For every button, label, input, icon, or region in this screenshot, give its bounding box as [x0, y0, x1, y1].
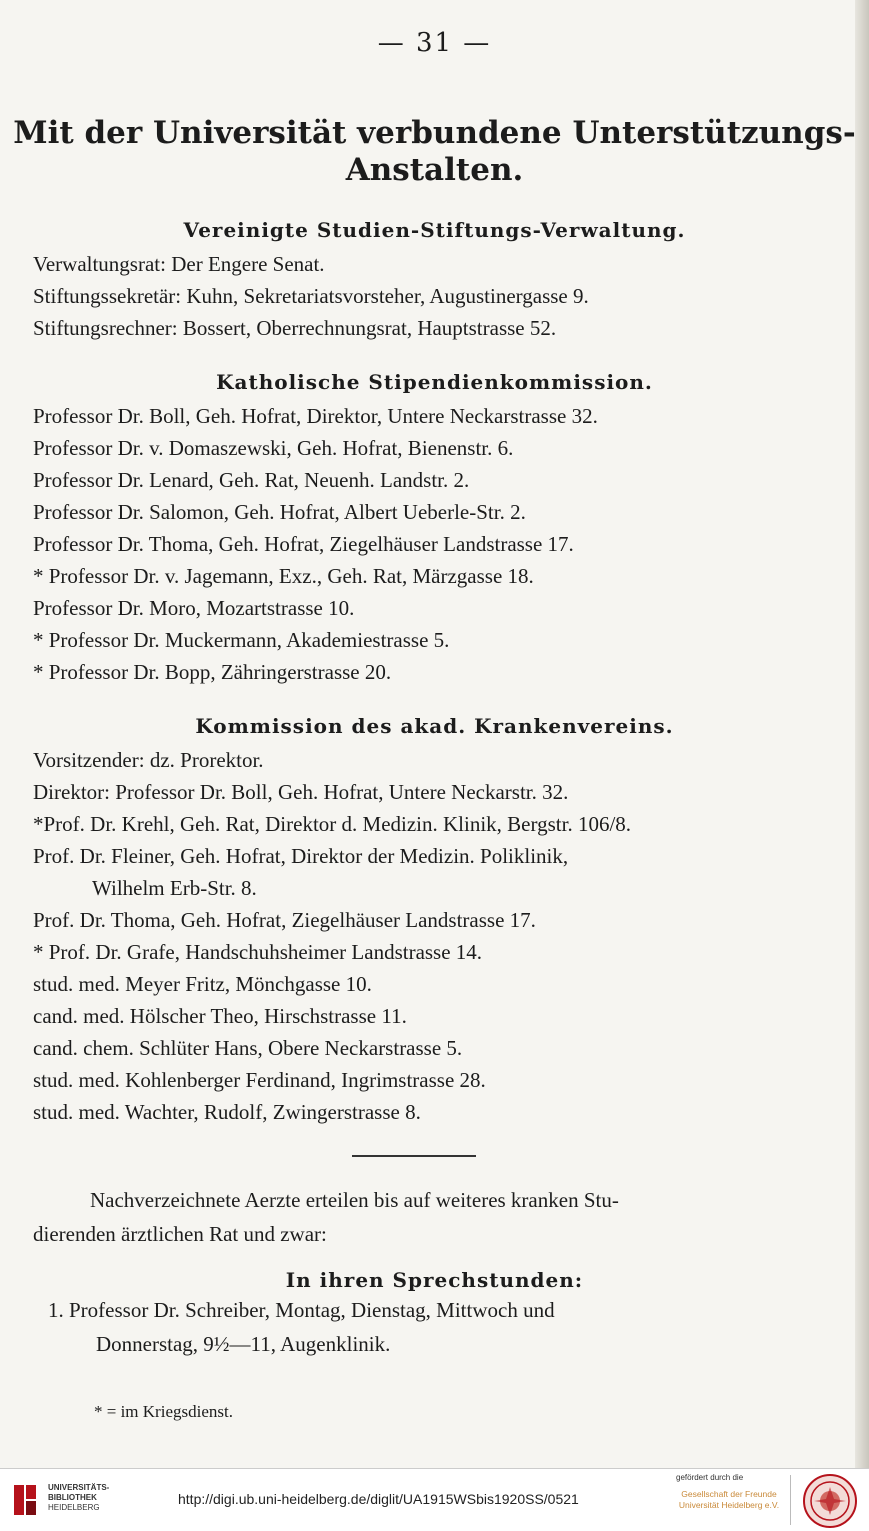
intro-line-2: dierenden ärztlichen Rat und zwar: — [33, 1222, 327, 1246]
page-title-line-1: Mit der Universität verbundene Unterstützungs- — [13, 115, 856, 151]
sponsor-name: Gesellschaft der Freunde Universität Heidelberg e.V. — [678, 1489, 780, 1510]
text-line: Verwaltungsrat: Der Engere Senat. — [33, 252, 325, 276]
text-line: cand. chem. Schlüter Hans, Obere Neckarstrasse 5. — [33, 1036, 463, 1060]
university-library-logo-icon — [10, 1481, 40, 1519]
text-line: Stiftungssekretär: Kuhn, Sekretariatsvorsteher, Augustinergasse 9. — [33, 284, 589, 308]
library-name: UNIVERSITÄTS- BIBLIOTHEK HEIDELBERG — [48, 1483, 110, 1512]
page-title-line-2: Anstalten. — [345, 152, 524, 188]
text-line: stud. med. Kohlenberger Ferdinand, Ingrimstrasse 28. — [33, 1068, 486, 1092]
text-line: Prof. Dr. Thoma, Geh. Hofrat, Ziegelhäuser Landstrasse 17. — [33, 908, 536, 932]
text-line: Stiftungsrechner: Bossert, Oberrechnungsrat, Hauptstrasse 52. — [33, 316, 557, 340]
text-line: Professor Dr. Thoma, Geh. Hofrat, Ziegelhäuser Landstrasse 17. — [33, 532, 574, 556]
text-line: Vorsitzender: dz. Prorektor. — [33, 748, 264, 772]
text-line: * Professor Dr. Muckermann, Akademiestrasse 5. — [33, 628, 450, 652]
text-line: Professor Dr. Moro, Mozartstrasse 10. — [33, 596, 355, 620]
text-line: Direktor: Professor Dr. Boll, Geh. Hofrat, Untere Neckarstr. 32. — [33, 780, 569, 804]
text-line: * Professor Dr. Bopp, Zähringerstrasse 20. — [33, 660, 392, 684]
sprechstunden-heading: In ihren Sprechstunden: — [285, 1268, 584, 1292]
text-line: Professor Dr. Lenard, Geh. Rat, Neuenh. Landstr. 2. — [33, 468, 470, 492]
intro-line-1: Nachverzeichnete Aerzte erteilen bis auf weiteres kranken Stu- — [90, 1188, 619, 1212]
permalink-url[interactable]: http://digi.ub.uni-heidelberg.de/diglit/UA1915WSbis1920SS/0521 — [178, 1491, 579, 1507]
text-line: Wilhelm Erb-Str. 8. — [92, 876, 257, 900]
section-heading-katholisch: Katholische Stipendienkommission. — [216, 370, 653, 394]
text-line: Prof. Dr. Fleiner, Geh. Hofrat, Direktor der Medizin. Poliklinik, — [33, 844, 569, 868]
footer-divider — [790, 1475, 791, 1525]
university-seal-icon — [802, 1473, 858, 1529]
text-line: * Prof. Dr. Grafe, Handschuhsheimer Landstrasse 14. — [33, 940, 483, 964]
text-line: stud. med. Wachter, Rudolf, Zwingerstrasse 8. — [33, 1100, 421, 1124]
text-line: stud. med. Meyer Fritz, Mönchgasse 10. — [33, 972, 372, 996]
section-heading-verwaltung: Vereinigte Studien-Stiftungs-Verwaltung. — [183, 218, 686, 242]
digitization-footer — [0, 1468, 869, 1531]
text-line: Professor Dr. v. Domaszewski, Geh. Hofrat, Bienenstr. 6. — [33, 436, 514, 460]
text-line: cand. med. Hölscher Theo, Hirschstrasse 11. — [33, 1004, 407, 1028]
sprechstunden-line-1: 1. Professor Dr. Schreiber, Montag, Dienstag, Mittwoch und — [48, 1298, 555, 1322]
section-divider — [352, 1155, 476, 1157]
text-line: Professor Dr. Boll, Geh. Hofrat, Direktor, Untere Neckarstrasse 32. — [33, 404, 598, 428]
funded-by-label: gefördert durch die — [676, 1473, 744, 1482]
text-line: * Professor Dr. v. Jagemann, Exz., Geh. Rat, Märzgasse 18. — [33, 564, 534, 588]
page-number: — 31 — — [377, 28, 492, 58]
section-heading-krankenverein: Kommission des akad. Krankenvereins. — [195, 714, 674, 738]
footnote: * = im Kriegsdienst. — [94, 1402, 233, 1421]
text-line: *Prof. Dr. Krehl, Geh. Rat, Direktor d. Medizin. Klinik, Bergstr. 106/8. — [33, 812, 632, 836]
text-line: Professor Dr. Salomon, Geh. Hofrat, Albert Ueberle-Str. 2. — [33, 500, 526, 524]
sprechstunden-line-2: Donnerstag, 9½—11, Augenklinik. — [96, 1332, 391, 1356]
